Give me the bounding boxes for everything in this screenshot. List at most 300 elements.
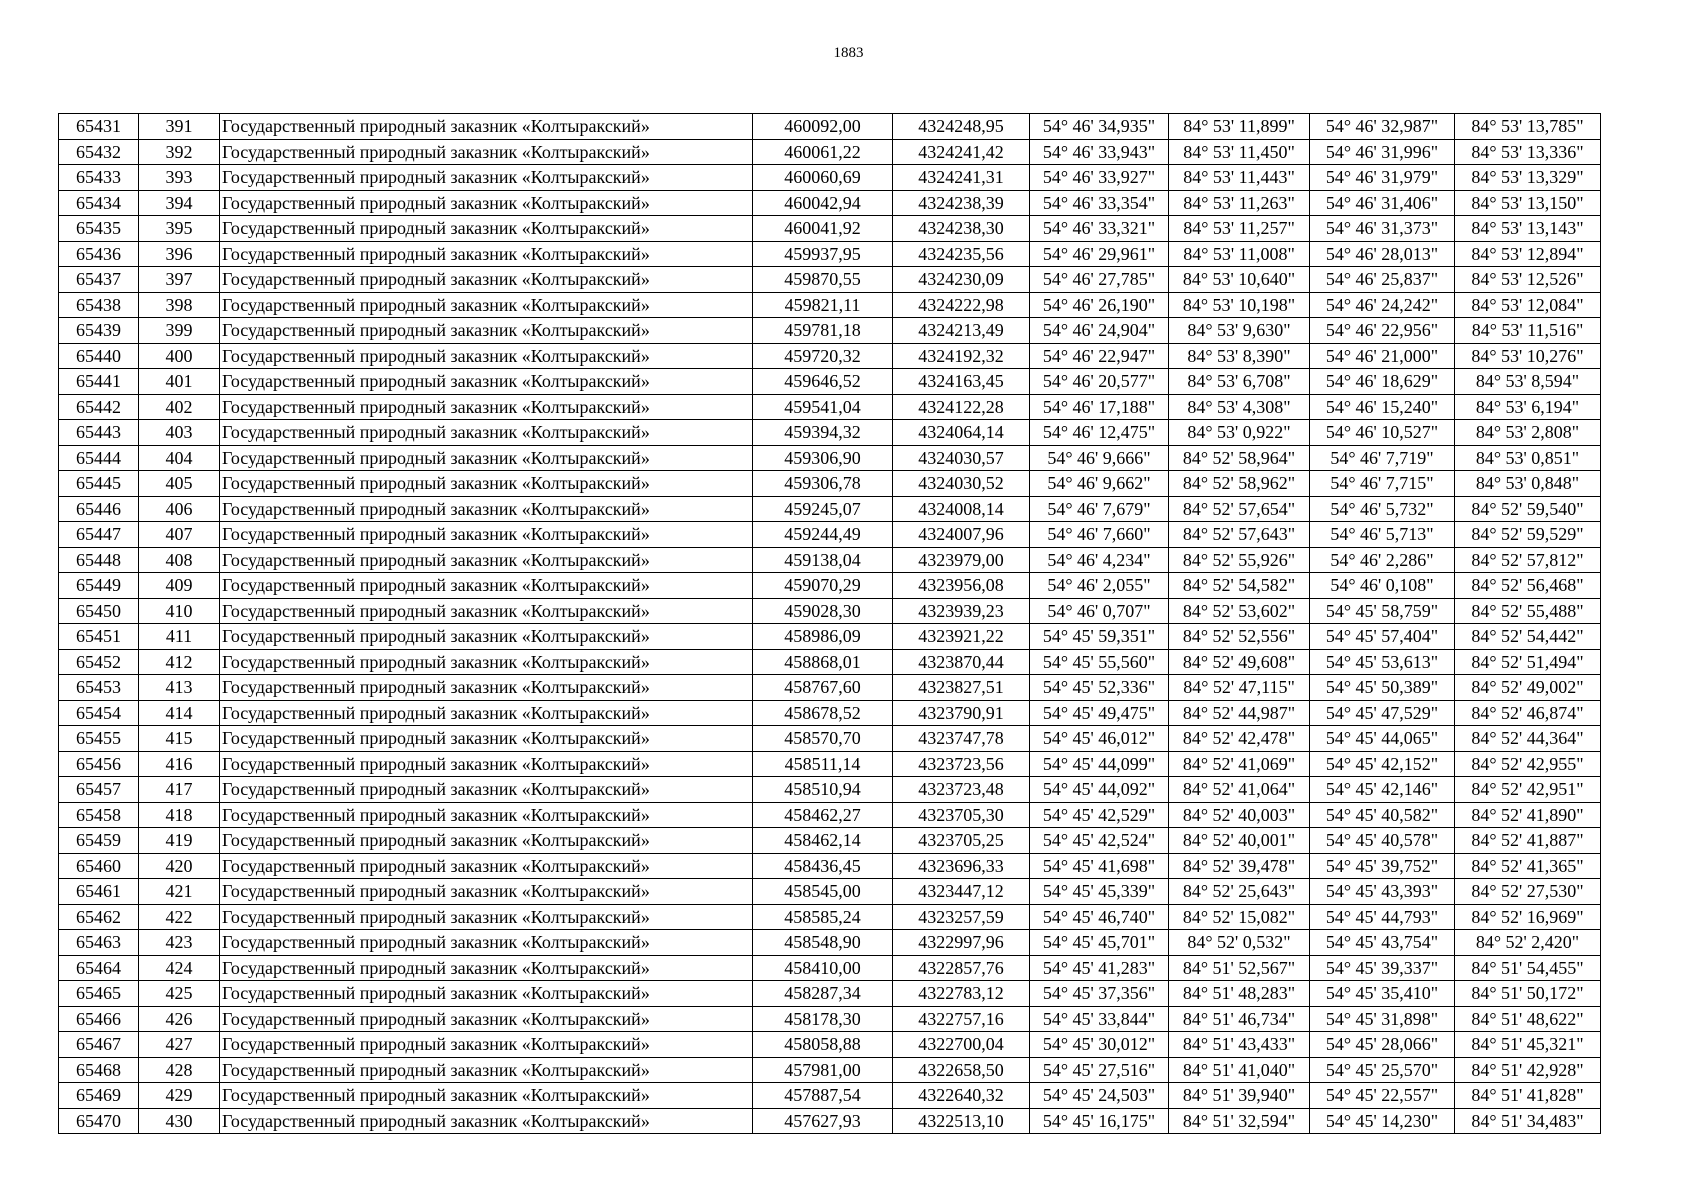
cell-coord-y: 4322757,16 bbox=[893, 1006, 1030, 1032]
table-row bbox=[59, 573, 1601, 599]
cell-longitude-2: 84° 52' 49,002" bbox=[1455, 675, 1601, 701]
cell-latitude-2: 54° 45' 44,065" bbox=[1310, 726, 1455, 752]
cell-coord-x: 458436,45 bbox=[753, 853, 893, 879]
cell-area-name: Государственный природный заказник «Колтыракский» bbox=[220, 292, 753, 318]
cell-area-name: Государственный природный заказник «Колтыракский» bbox=[220, 547, 753, 573]
cell-coord-y: 4322857,76 bbox=[893, 955, 1030, 981]
cell-area-name: Государственный природный заказник «Колтыракский» bbox=[220, 1006, 753, 1032]
cell-coord-x: 459646,52 bbox=[753, 369, 893, 395]
table-row bbox=[59, 343, 1601, 369]
cell-latitude-1: 54° 46' 7,660" bbox=[1030, 522, 1169, 548]
page-number: 1883 bbox=[833, 45, 864, 61]
cell-coord-y: 4324122,28 bbox=[893, 394, 1030, 420]
cell-point-number: 422 bbox=[139, 904, 220, 930]
cell-latitude-2: 54° 46' 0,108" bbox=[1310, 573, 1455, 599]
table-row bbox=[59, 318, 1601, 344]
cell-coord-x: 458868,01 bbox=[753, 649, 893, 675]
cell-latitude-1: 54° 46' 33,943" bbox=[1030, 139, 1169, 165]
table-row bbox=[59, 981, 1601, 1007]
table-row bbox=[59, 216, 1601, 242]
cell-longitude-2: 84° 52' 42,955" bbox=[1455, 751, 1601, 777]
table-row bbox=[59, 955, 1601, 981]
cell-point-number: 418 bbox=[139, 802, 220, 828]
table-row bbox=[59, 547, 1601, 573]
cell-longitude-1: 84° 53' 10,640" bbox=[1169, 267, 1310, 293]
cell-longitude-2: 84° 51' 34,483" bbox=[1455, 1108, 1601, 1134]
cell-area-name: Государственный природный заказник «Колтыракский» bbox=[220, 114, 753, 140]
cell-longitude-1: 84° 53' 11,257" bbox=[1169, 216, 1310, 242]
cell-area-name: Государственный природный заказник «Колтыракский» bbox=[220, 445, 753, 471]
cell-point-number: 407 bbox=[139, 522, 220, 548]
cell-coord-x: 460061,22 bbox=[753, 139, 893, 165]
cell-longitude-1: 84° 53' 10,198" bbox=[1169, 292, 1310, 318]
table-row bbox=[59, 649, 1601, 675]
cell-coord-x: 457981,00 bbox=[753, 1057, 893, 1083]
table-row bbox=[59, 598, 1601, 624]
table-row bbox=[59, 853, 1601, 879]
cell-latitude-2: 54° 46' 28,013" bbox=[1310, 241, 1455, 267]
cell-coord-x: 458510,94 bbox=[753, 777, 893, 803]
cell-row-id: 65455 bbox=[59, 726, 139, 752]
cell-longitude-2: 84° 53' 0,848" bbox=[1455, 471, 1601, 497]
cell-coord-x: 457627,93 bbox=[753, 1108, 893, 1134]
cell-area-name: Государственный природный заказник «Колтыракский» bbox=[220, 726, 753, 752]
cell-longitude-2: 84° 53' 8,594" bbox=[1455, 369, 1601, 395]
cell-row-id: 65433 bbox=[59, 165, 139, 191]
cell-coord-x: 458287,34 bbox=[753, 981, 893, 1007]
cell-longitude-1: 84° 52' 58,962" bbox=[1169, 471, 1310, 497]
cell-longitude-1: 84° 51' 48,283" bbox=[1169, 981, 1310, 1007]
cell-longitude-2: 84° 52' 42,951" bbox=[1455, 777, 1601, 803]
cell-latitude-1: 54° 46' 29,961" bbox=[1030, 241, 1169, 267]
cell-row-id: 65466 bbox=[59, 1006, 139, 1032]
cell-coord-y: 4324222,98 bbox=[893, 292, 1030, 318]
cell-coord-y: 4323870,44 bbox=[893, 649, 1030, 675]
cell-row-id: 65462 bbox=[59, 904, 139, 930]
cell-coord-x: 459720,32 bbox=[753, 343, 893, 369]
cell-latitude-1: 54° 46' 27,785" bbox=[1030, 267, 1169, 293]
cell-longitude-2: 84° 53' 13,329" bbox=[1455, 165, 1601, 191]
cell-longitude-2: 84° 53' 10,276" bbox=[1455, 343, 1601, 369]
cell-row-id: 65448 bbox=[59, 547, 139, 573]
cell-latitude-1: 54° 46' 0,707" bbox=[1030, 598, 1169, 624]
cell-latitude-1: 54° 45' 37,356" bbox=[1030, 981, 1169, 1007]
cell-row-id: 65452 bbox=[59, 649, 139, 675]
cell-point-number: 415 bbox=[139, 726, 220, 752]
table-row bbox=[59, 726, 1601, 752]
cell-longitude-1: 84° 52' 53,602" bbox=[1169, 598, 1310, 624]
cell-point-number: 428 bbox=[139, 1057, 220, 1083]
cell-longitude-2: 84° 53' 13,785" bbox=[1455, 114, 1601, 140]
cell-latitude-2: 54° 46' 31,406" bbox=[1310, 190, 1455, 216]
cell-longitude-1: 84° 52' 44,987" bbox=[1169, 700, 1310, 726]
table-row bbox=[59, 828, 1601, 854]
cell-latitude-2: 54° 46' 5,732" bbox=[1310, 496, 1455, 522]
cell-point-number: 419 bbox=[139, 828, 220, 854]
cell-coord-x: 459245,07 bbox=[753, 496, 893, 522]
cell-row-id: 65437 bbox=[59, 267, 139, 293]
cell-point-number: 393 bbox=[139, 165, 220, 191]
cell-latitude-1: 54° 45' 27,516" bbox=[1030, 1057, 1169, 1083]
cell-latitude-2: 54° 45' 53,613" bbox=[1310, 649, 1455, 675]
cell-area-name: Государственный природный заказник «Колтыракский» bbox=[220, 190, 753, 216]
cell-area-name: Государственный природный заказник «Колтыракский» bbox=[220, 369, 753, 395]
cell-coord-y: 4324238,30 bbox=[893, 216, 1030, 242]
cell-longitude-2: 84° 51' 48,622" bbox=[1455, 1006, 1601, 1032]
cell-longitude-1: 84° 52' 41,064" bbox=[1169, 777, 1310, 803]
cell-coord-x: 458410,00 bbox=[753, 955, 893, 981]
cell-latitude-2: 54° 45' 43,754" bbox=[1310, 930, 1455, 956]
table-row bbox=[59, 777, 1601, 803]
table-row bbox=[59, 1108, 1601, 1134]
cell-latitude-2: 54° 46' 31,373" bbox=[1310, 216, 1455, 242]
cell-area-name: Государственный природный заказник «Колтыракский» bbox=[220, 1108, 753, 1134]
cell-coord-y: 4322700,04 bbox=[893, 1032, 1030, 1058]
cell-row-id: 65432 bbox=[59, 139, 139, 165]
cell-longitude-1: 84° 52' 54,582" bbox=[1169, 573, 1310, 599]
cell-row-id: 65444 bbox=[59, 445, 139, 471]
cell-coord-x: 459306,90 bbox=[753, 445, 893, 471]
cell-longitude-1: 84° 51' 39,940" bbox=[1169, 1083, 1310, 1109]
table-row bbox=[59, 496, 1601, 522]
cell-latitude-1: 54° 46' 24,904" bbox=[1030, 318, 1169, 344]
cell-point-number: 430 bbox=[139, 1108, 220, 1134]
cell-longitude-2: 84° 51' 54,455" bbox=[1455, 955, 1601, 981]
cell-area-name: Государственный природный заказник «Колтыракский» bbox=[220, 981, 753, 1007]
cell-longitude-1: 84° 53' 4,308" bbox=[1169, 394, 1310, 420]
cell-area-name: Государственный природный заказник «Колтыракский» bbox=[220, 394, 753, 420]
cell-latitude-1: 54° 45' 42,524" bbox=[1030, 828, 1169, 854]
cell-longitude-1: 84° 52' 55,926" bbox=[1169, 547, 1310, 573]
cell-longitude-2: 84° 52' 2,420" bbox=[1455, 930, 1601, 956]
cell-area-name: Государственный природный заказник «Колтыракский» bbox=[220, 624, 753, 650]
table-row bbox=[59, 1006, 1601, 1032]
table-row bbox=[59, 522, 1601, 548]
cell-coord-x: 460041,92 bbox=[753, 216, 893, 242]
cell-coord-y: 4323921,22 bbox=[893, 624, 1030, 650]
cell-row-id: 65457 bbox=[59, 777, 139, 803]
table-row bbox=[59, 904, 1601, 930]
cell-area-name: Государственный природный заказник «Колтыракский» bbox=[220, 139, 753, 165]
cell-longitude-1: 84° 53' 11,263" bbox=[1169, 190, 1310, 216]
cell-row-id: 65453 bbox=[59, 675, 139, 701]
cell-longitude-2: 84° 52' 27,530" bbox=[1455, 879, 1601, 905]
cell-row-id: 65436 bbox=[59, 241, 139, 267]
cell-latitude-1: 54° 45' 24,503" bbox=[1030, 1083, 1169, 1109]
cell-latitude-1: 54° 45' 45,339" bbox=[1030, 879, 1169, 905]
table-row bbox=[59, 165, 1601, 191]
cell-coord-x: 457887,54 bbox=[753, 1083, 893, 1109]
cell-point-number: 398 bbox=[139, 292, 220, 318]
cell-area-name: Государственный природный заказник «Колтыракский» bbox=[220, 471, 753, 497]
cell-longitude-1: 84° 52' 52,556" bbox=[1169, 624, 1310, 650]
cell-point-number: 392 bbox=[139, 139, 220, 165]
cell-coord-y: 4323705,25 bbox=[893, 828, 1030, 854]
cell-point-number: 416 bbox=[139, 751, 220, 777]
cell-longitude-2: 84° 52' 16,969" bbox=[1455, 904, 1601, 930]
cell-row-id: 65451 bbox=[59, 624, 139, 650]
cell-longitude-1: 84° 53' 11,899" bbox=[1169, 114, 1310, 140]
cell-coord-y: 4324235,56 bbox=[893, 241, 1030, 267]
cell-longitude-2: 84° 52' 41,890" bbox=[1455, 802, 1601, 828]
cell-longitude-1: 84° 52' 40,001" bbox=[1169, 828, 1310, 854]
cell-point-number: 403 bbox=[139, 420, 220, 446]
cell-coord-y: 4322640,32 bbox=[893, 1083, 1030, 1109]
cell-row-id: 65463 bbox=[59, 930, 139, 956]
cell-latitude-1: 54° 46' 17,188" bbox=[1030, 394, 1169, 420]
cell-coord-x: 458570,70 bbox=[753, 726, 893, 752]
cell-coord-x: 459306,78 bbox=[753, 471, 893, 497]
table-row bbox=[59, 1057, 1601, 1083]
cell-coord-x: 458986,09 bbox=[753, 624, 893, 650]
cell-area-name: Государственный природный заказник «Колтыракский» bbox=[220, 955, 753, 981]
cell-coord-y: 4323939,23 bbox=[893, 598, 1030, 624]
cell-longitude-2: 84° 53' 12,894" bbox=[1455, 241, 1601, 267]
cell-longitude-2: 84° 52' 51,494" bbox=[1455, 649, 1601, 675]
cell-longitude-2: 84° 52' 55,488" bbox=[1455, 598, 1601, 624]
cell-latitude-2: 54° 46' 7,715" bbox=[1310, 471, 1455, 497]
cell-latitude-1: 54° 45' 52,336" bbox=[1030, 675, 1169, 701]
cell-point-number: 405 bbox=[139, 471, 220, 497]
cell-coord-y: 4324008,14 bbox=[893, 496, 1030, 522]
cell-latitude-2: 54° 46' 24,242" bbox=[1310, 292, 1455, 318]
cell-latitude-1: 54° 45' 44,092" bbox=[1030, 777, 1169, 803]
cell-point-number: 423 bbox=[139, 930, 220, 956]
table-row bbox=[59, 1083, 1601, 1109]
cell-latitude-2: 54° 46' 22,956" bbox=[1310, 318, 1455, 344]
cell-longitude-1: 84° 52' 0,532" bbox=[1169, 930, 1310, 956]
cell-coord-y: 4323447,12 bbox=[893, 879, 1030, 905]
cell-row-id: 65458 bbox=[59, 802, 139, 828]
cell-longitude-1: 84° 53' 11,450" bbox=[1169, 139, 1310, 165]
cell-latitude-2: 54° 45' 35,410" bbox=[1310, 981, 1455, 1007]
cell-latitude-2: 54° 46' 25,837" bbox=[1310, 267, 1455, 293]
cell-point-number: 426 bbox=[139, 1006, 220, 1032]
table-row bbox=[59, 879, 1601, 905]
cell-row-id: 65446 bbox=[59, 496, 139, 522]
cell-latitude-1: 54° 45' 46,012" bbox=[1030, 726, 1169, 752]
cell-point-number: 425 bbox=[139, 981, 220, 1007]
cell-point-number: 395 bbox=[139, 216, 220, 242]
cell-longitude-1: 84° 52' 57,643" bbox=[1169, 522, 1310, 548]
cell-coord-y: 4322783,12 bbox=[893, 981, 1030, 1007]
cell-longitude-2: 84° 53' 11,516" bbox=[1455, 318, 1601, 344]
cell-row-id: 65450 bbox=[59, 598, 139, 624]
cell-area-name: Государственный природный заказник «Колтыракский» bbox=[220, 1057, 753, 1083]
cell-longitude-1: 84° 52' 41,069" bbox=[1169, 751, 1310, 777]
cell-latitude-2: 54° 45' 50,389" bbox=[1310, 675, 1455, 701]
cell-longitude-1: 84° 52' 57,654" bbox=[1169, 496, 1310, 522]
cell-point-number: 397 bbox=[139, 267, 220, 293]
cell-coord-y: 4324192,32 bbox=[893, 343, 1030, 369]
cell-area-name: Государственный природный заказник «Колтыракский» bbox=[220, 267, 753, 293]
cell-latitude-1: 54° 45' 30,012" bbox=[1030, 1032, 1169, 1058]
table-row bbox=[59, 420, 1601, 446]
cell-latitude-2: 54° 46' 10,527" bbox=[1310, 420, 1455, 446]
cell-coord-y: 4324241,42 bbox=[893, 139, 1030, 165]
coordinates-table bbox=[58, 113, 1601, 1134]
cell-area-name: Государственный природный заказник «Колтыракский» bbox=[220, 241, 753, 267]
cell-longitude-2: 84° 52' 41,887" bbox=[1455, 828, 1601, 854]
cell-coord-y: 4324030,52 bbox=[893, 471, 1030, 497]
cell-coord-x: 460092,00 bbox=[753, 114, 893, 140]
table-row bbox=[59, 241, 1601, 267]
cell-coord-y: 4323696,33 bbox=[893, 853, 1030, 879]
cell-longitude-2: 84° 52' 59,529" bbox=[1455, 522, 1601, 548]
cell-latitude-2: 54° 45' 58,759" bbox=[1310, 598, 1455, 624]
cell-latitude-2: 54° 46' 2,286" bbox=[1310, 547, 1455, 573]
cell-row-id: 65435 bbox=[59, 216, 139, 242]
cell-row-id: 65431 bbox=[59, 114, 139, 140]
cell-longitude-2: 84° 52' 46,874" bbox=[1455, 700, 1601, 726]
cell-longitude-1: 84° 51' 52,567" bbox=[1169, 955, 1310, 981]
table-row bbox=[59, 369, 1601, 395]
cell-latitude-1: 54° 46' 4,234" bbox=[1030, 547, 1169, 573]
cell-longitude-2: 84° 53' 13,143" bbox=[1455, 216, 1601, 242]
cell-area-name: Государственный природный заказник «Колтыракский» bbox=[220, 828, 753, 854]
cell-longitude-2: 84° 52' 56,468" bbox=[1455, 573, 1601, 599]
cell-point-number: 406 bbox=[139, 496, 220, 522]
cell-point-number: 391 bbox=[139, 114, 220, 140]
cell-point-number: 429 bbox=[139, 1083, 220, 1109]
cell-point-number: 404 bbox=[139, 445, 220, 471]
cell-longitude-1: 84° 52' 40,003" bbox=[1169, 802, 1310, 828]
cell-latitude-2: 54° 45' 42,152" bbox=[1310, 751, 1455, 777]
cell-latitude-2: 54° 45' 44,793" bbox=[1310, 904, 1455, 930]
cell-latitude-2: 54° 46' 32,987" bbox=[1310, 114, 1455, 140]
cell-longitude-2: 84° 51' 41,828" bbox=[1455, 1083, 1601, 1109]
cell-coord-y: 4324064,14 bbox=[893, 420, 1030, 446]
cell-point-number: 410 bbox=[139, 598, 220, 624]
cell-row-id: 65467 bbox=[59, 1032, 139, 1058]
table-row bbox=[59, 139, 1601, 165]
cell-latitude-2: 54° 45' 57,404" bbox=[1310, 624, 1455, 650]
cell-coord-x: 458511,14 bbox=[753, 751, 893, 777]
cell-point-number: 409 bbox=[139, 573, 220, 599]
cell-row-id: 65440 bbox=[59, 343, 139, 369]
cell-latitude-2: 54° 46' 18,629" bbox=[1310, 369, 1455, 395]
cell-latitude-1: 54° 45' 49,475" bbox=[1030, 700, 1169, 726]
cell-point-number: 414 bbox=[139, 700, 220, 726]
cell-coord-y: 4323257,59 bbox=[893, 904, 1030, 930]
table-row bbox=[59, 471, 1601, 497]
cell-point-number: 401 bbox=[139, 369, 220, 395]
cell-coord-x: 458058,88 bbox=[753, 1032, 893, 1058]
cell-area-name: Государственный природный заказник «Колтыракский» bbox=[220, 420, 753, 446]
table-row bbox=[59, 292, 1601, 318]
cell-row-id: 65461 bbox=[59, 879, 139, 905]
cell-coord-y: 4322658,50 bbox=[893, 1057, 1030, 1083]
cell-coord-x: 458678,52 bbox=[753, 700, 893, 726]
cell-longitude-2: 84° 53' 0,851" bbox=[1455, 445, 1601, 471]
cell-coord-x: 458585,24 bbox=[753, 904, 893, 930]
cell-latitude-1: 54° 46' 26,190" bbox=[1030, 292, 1169, 318]
cell-area-name: Государственный природный заказник «Колтыракский» bbox=[220, 904, 753, 930]
cell-coord-y: 4323979,00 bbox=[893, 547, 1030, 573]
cell-latitude-1: 54° 46' 9,662" bbox=[1030, 471, 1169, 497]
cell-coord-y: 4323827,51 bbox=[893, 675, 1030, 701]
cell-longitude-2: 84° 53' 12,084" bbox=[1455, 292, 1601, 318]
cell-latitude-1: 54° 46' 20,577" bbox=[1030, 369, 1169, 395]
cell-latitude-1: 54° 45' 55,560" bbox=[1030, 649, 1169, 675]
cell-coord-y: 4324213,49 bbox=[893, 318, 1030, 344]
cell-point-number: 413 bbox=[139, 675, 220, 701]
cell-row-id: 65456 bbox=[59, 751, 139, 777]
cell-longitude-1: 84° 51' 41,040" bbox=[1169, 1057, 1310, 1083]
cell-area-name: Государственный природный заказник «Колтыракский» bbox=[220, 751, 753, 777]
cell-latitude-2: 54° 46' 21,000" bbox=[1310, 343, 1455, 369]
cell-latitude-2: 54° 45' 40,582" bbox=[1310, 802, 1455, 828]
cell-latitude-1: 54° 45' 41,283" bbox=[1030, 955, 1169, 981]
cell-coord-x: 460042,94 bbox=[753, 190, 893, 216]
table-row bbox=[59, 445, 1601, 471]
cell-longitude-2: 84° 52' 59,540" bbox=[1455, 496, 1601, 522]
cell-area-name: Государственный природный заказник «Колтыракский» bbox=[220, 649, 753, 675]
cell-latitude-2: 54° 46' 31,996" bbox=[1310, 139, 1455, 165]
table-row bbox=[59, 751, 1601, 777]
cell-coord-x: 459937,95 bbox=[753, 241, 893, 267]
cell-longitude-1: 84° 52' 42,478" bbox=[1169, 726, 1310, 752]
cell-row-id: 65439 bbox=[59, 318, 139, 344]
cell-point-number: 427 bbox=[139, 1032, 220, 1058]
cell-coord-x: 460060,69 bbox=[753, 165, 893, 191]
cell-coord-y: 4323790,91 bbox=[893, 700, 1030, 726]
cell-longitude-1: 84° 51' 43,433" bbox=[1169, 1032, 1310, 1058]
cell-longitude-2: 84° 53' 6,194" bbox=[1455, 394, 1601, 420]
cell-point-number: 417 bbox=[139, 777, 220, 803]
cell-latitude-2: 54° 46' 15,240" bbox=[1310, 394, 1455, 420]
cell-latitude-1: 54° 46' 33,354" bbox=[1030, 190, 1169, 216]
cell-longitude-1: 84° 53' 6,708" bbox=[1169, 369, 1310, 395]
cell-point-number: 412 bbox=[139, 649, 220, 675]
cell-coord-x: 458548,90 bbox=[753, 930, 893, 956]
cell-latitude-2: 54° 46' 5,713" bbox=[1310, 522, 1455, 548]
cell-coord-y: 4324007,96 bbox=[893, 522, 1030, 548]
table-row bbox=[59, 267, 1601, 293]
cell-longitude-1: 84° 53' 11,443" bbox=[1169, 165, 1310, 191]
cell-coord-y: 4322997,96 bbox=[893, 930, 1030, 956]
cell-latitude-1: 54° 45' 44,099" bbox=[1030, 751, 1169, 777]
table-row bbox=[59, 930, 1601, 956]
cell-area-name: Государственный природный заказник «Колтыракский» bbox=[220, 343, 753, 369]
cell-coord-x: 458462,27 bbox=[753, 802, 893, 828]
cell-point-number: 402 bbox=[139, 394, 220, 420]
cell-coord-x: 459394,32 bbox=[753, 420, 893, 446]
cell-longitude-1: 84° 52' 39,478" bbox=[1169, 853, 1310, 879]
cell-area-name: Государственный природный заказник «Колтыракский» bbox=[220, 777, 753, 803]
cell-coord-y: 4323747,78 bbox=[893, 726, 1030, 752]
table-row bbox=[59, 802, 1601, 828]
cell-latitude-1: 54° 45' 59,351" bbox=[1030, 624, 1169, 650]
cell-area-name: Государственный природный заказник «Колтыракский» bbox=[220, 700, 753, 726]
cell-point-number: 396 bbox=[139, 241, 220, 267]
cell-area-name: Государственный природный заказник «Колтыракский» bbox=[220, 879, 753, 905]
cell-coord-y: 4324230,09 bbox=[893, 267, 1030, 293]
cell-coord-x: 459821,11 bbox=[753, 292, 893, 318]
cell-latitude-1: 54° 46' 22,947" bbox=[1030, 343, 1169, 369]
cell-longitude-1: 84° 51' 32,594" bbox=[1169, 1108, 1310, 1134]
cell-area-name: Государственный природный заказник «Колтыракский» bbox=[220, 318, 753, 344]
cell-row-id: 65469 bbox=[59, 1083, 139, 1109]
cell-coord-x: 458462,14 bbox=[753, 828, 893, 854]
cell-coord-y: 4324241,31 bbox=[893, 165, 1030, 191]
cell-latitude-1: 54° 45' 33,844" bbox=[1030, 1006, 1169, 1032]
cell-coord-y: 4324030,57 bbox=[893, 445, 1030, 471]
cell-longitude-1: 84° 52' 47,115" bbox=[1169, 675, 1310, 701]
cell-latitude-2: 54° 45' 47,529" bbox=[1310, 700, 1455, 726]
cell-coord-y: 4322513,10 bbox=[893, 1108, 1030, 1134]
cell-point-number: 400 bbox=[139, 343, 220, 369]
